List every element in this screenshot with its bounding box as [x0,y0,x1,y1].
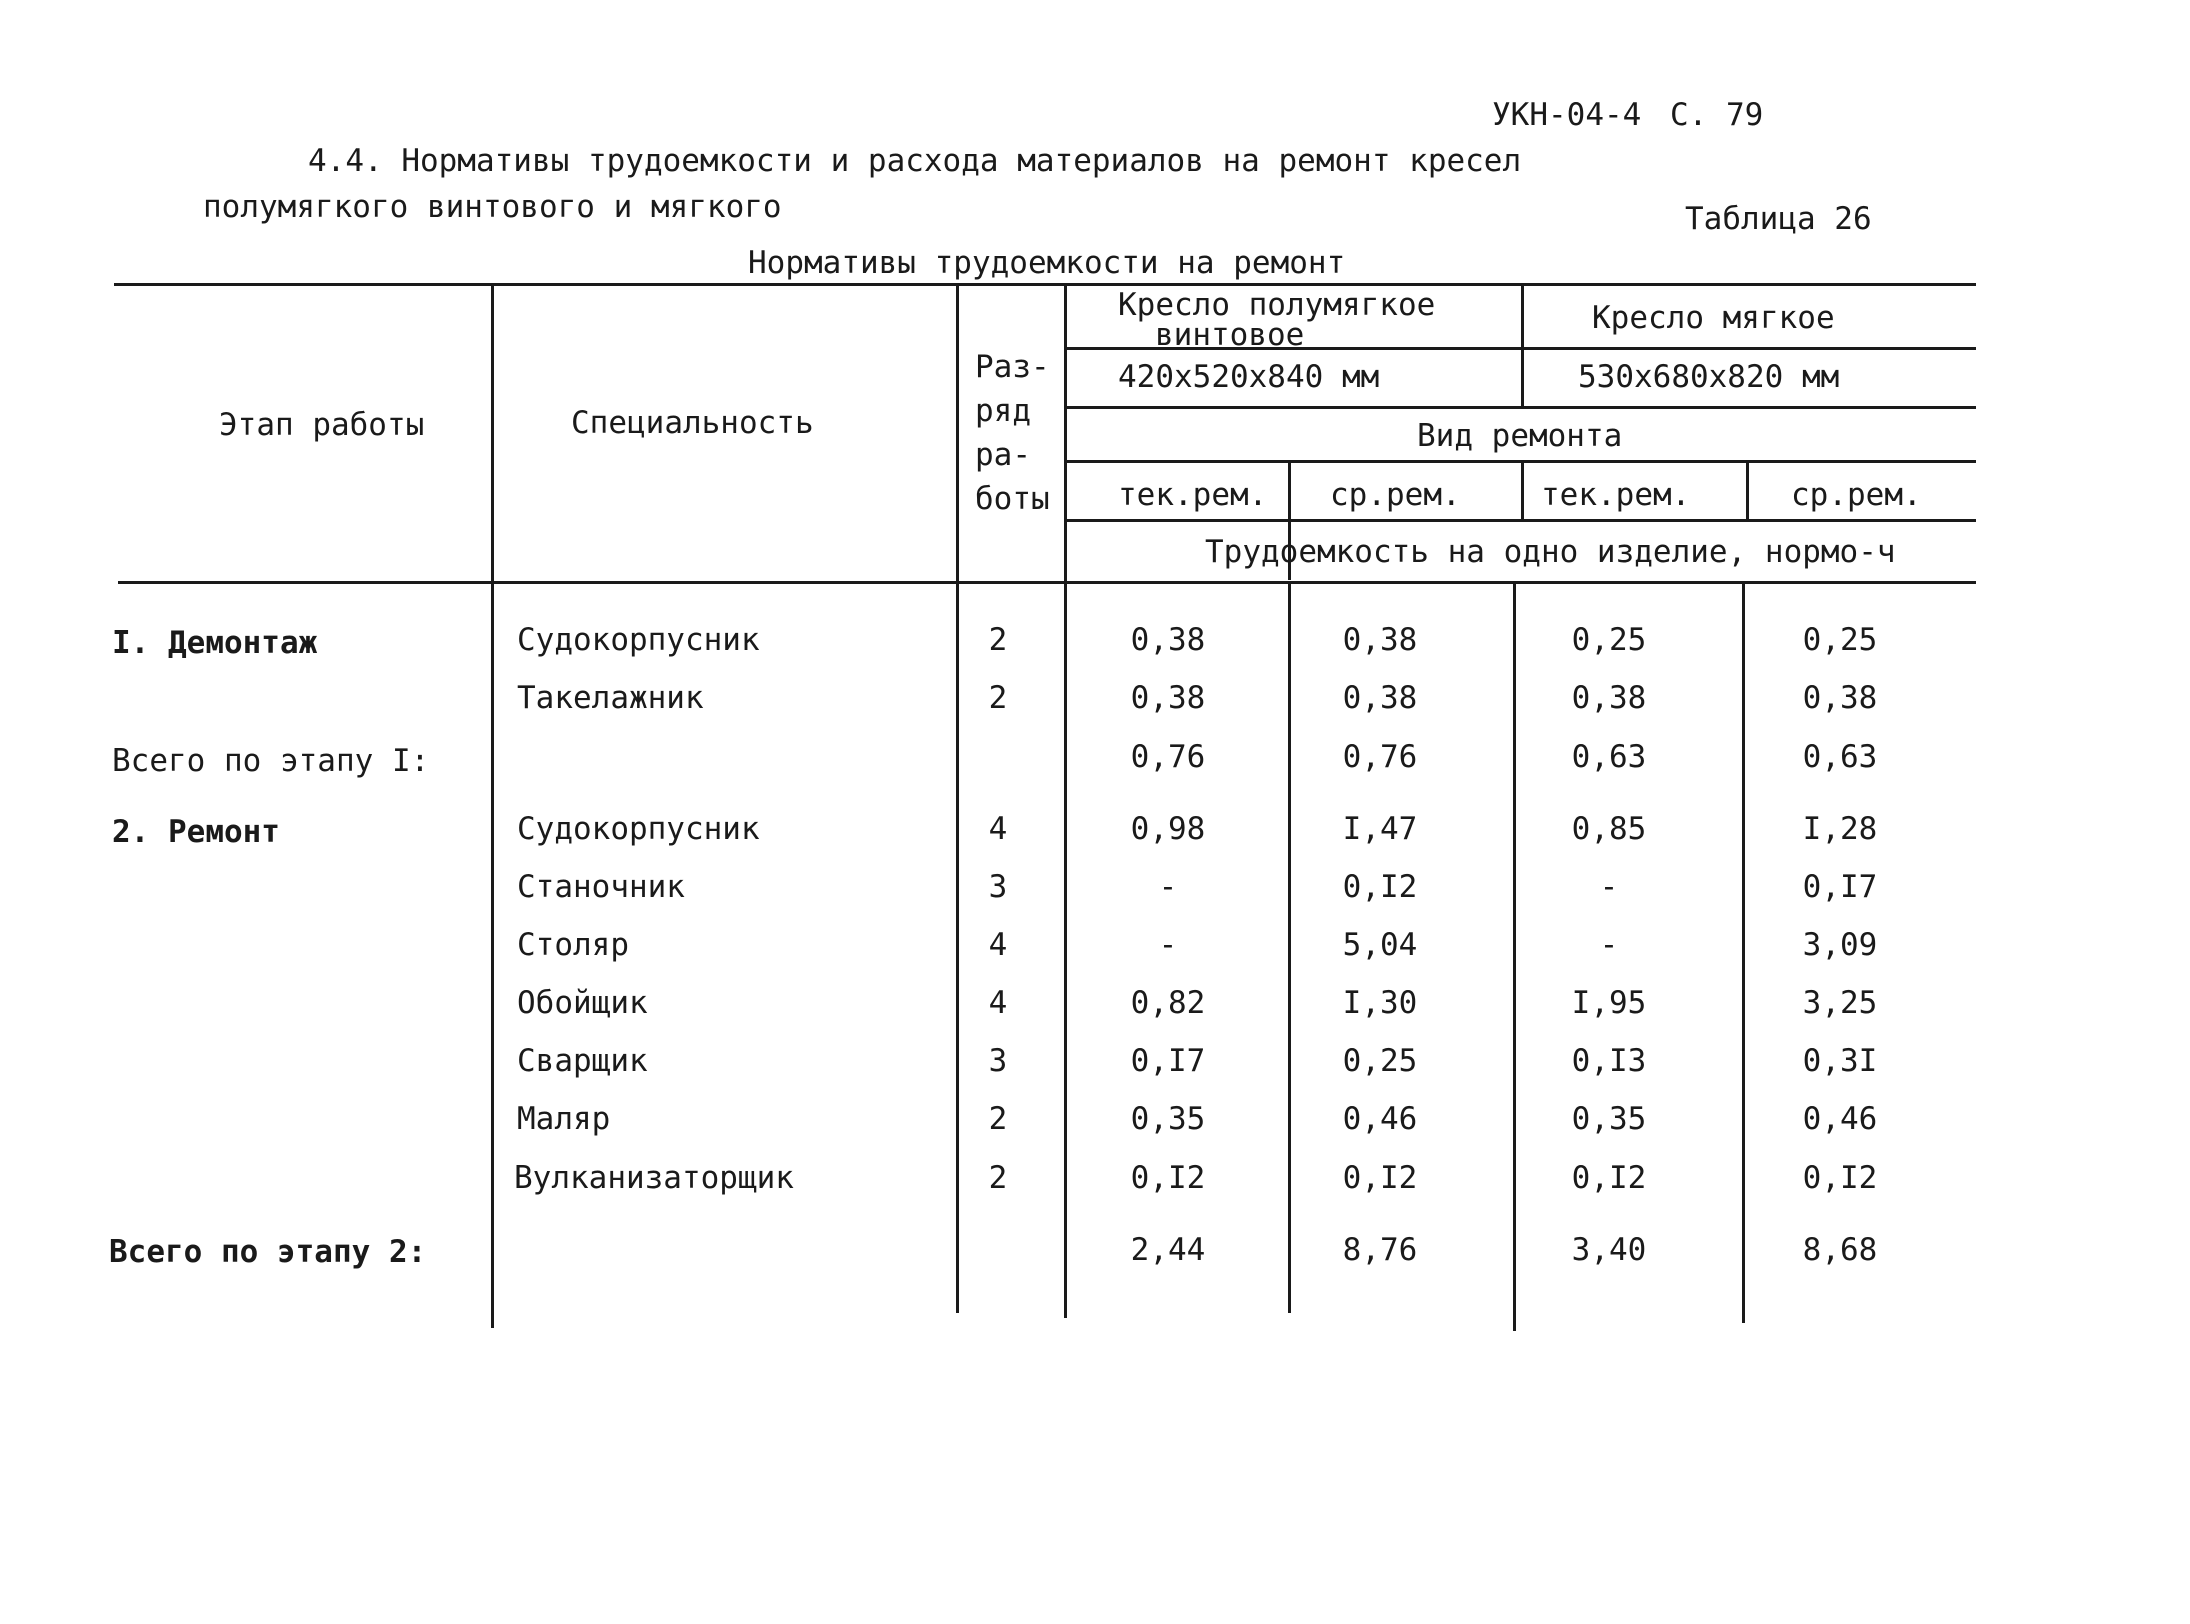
row7-v3: I,95 [1571,985,1647,1021]
row7-v1: 0,82 [1130,985,1206,1021]
header-chair2-sr: ср.рем. [1791,477,1922,513]
row10-v2: 0,I2 [1342,1160,1418,1196]
section-title-line2: полумягкого винтового и мягкого [203,189,782,225]
table-top-rule [114,283,1976,286]
row8-v2: 0,25 [1342,1043,1418,1079]
row8-v1: 0,I7 [1130,1043,1206,1079]
header-stage: Этап работы [219,407,425,443]
document-code: УКН-04-4 [1492,97,1642,133]
row5-v1: - [1158,869,1178,905]
row10-v3: 0,I2 [1571,1160,1647,1196]
divider-chair1-chair2-body [1513,581,1516,1331]
row8-grade: 3 [988,1043,1008,1079]
row6-v4: 3,09 [1802,927,1878,963]
divider-stage-specialty [491,283,494,1328]
header-chair2-size: 530x680x820 мм [1578,359,1840,395]
row1-v2: 0,38 [1342,622,1418,658]
row5-specialty: Станочник [517,869,685,905]
row3-v1: 0,76 [1130,739,1206,775]
header-grade-line4: боты [975,481,1050,517]
row2-v4: 0,38 [1802,680,1878,716]
row10-v1: 0,I2 [1130,1160,1206,1196]
row3-v4: 0,63 [1802,739,1878,775]
row8-specialty: Сварщик [517,1043,648,1079]
divider-chair2-columns-body [1742,581,1745,1323]
row5-v3: - [1599,869,1619,905]
section-title-line1: 4.4. Нормативы трудоемкости и расхода материалов на ремонт кресел [308,143,1522,179]
row6-v2: 5,04 [1342,927,1418,963]
header-chair2-tek: тек.рем. [1541,477,1691,513]
row4-stage: 2. Ремонт [112,814,280,850]
row10-grade: 2 [988,1160,1008,1196]
row5-v2: 0,I2 [1342,869,1418,905]
table-label: Таблица 26 [1685,201,1872,237]
row4-v3: 0,85 [1571,811,1647,847]
row4-v4: I,28 [1802,811,1878,847]
row1-specialty: Судокорпусник [517,622,760,658]
row6-v3: - [1599,927,1619,963]
row2-specialty: Такелажник [517,680,704,716]
divider-chair1-columns-body [1288,581,1291,1313]
header-specialty: Специальность [571,405,814,441]
row3-v3: 0,63 [1571,739,1647,775]
row9-v3: 0,35 [1571,1101,1647,1137]
header-chair1-name-line2: винтовое [1155,317,1305,353]
row9-v1: 0,35 [1130,1101,1206,1137]
divider-chair1-chair2-kinds [1521,460,1524,520]
divider-grade-values [1064,283,1067,1318]
row2-v2: 0,38 [1342,680,1418,716]
divider-chair1-chair2 [1521,283,1524,407]
header-chair1-tek: тек.рем. [1118,477,1268,513]
header-grade-line3: ра- [975,437,1031,473]
header-chair1-name-line1: Кресло полумягкое [1118,287,1436,323]
row7-specialty: Обойщик [517,985,648,1021]
row10-specialty: Вулканизаторщик [514,1160,794,1196]
header-chair1-sr: ср.рем. [1330,477,1461,513]
header-grade-line2: ряд [975,393,1031,429]
table-caption: Нормативы трудоемкости на ремонт [748,245,1346,281]
page-number: С. 79 [1670,97,1764,133]
row1-stage: I. Демонтаж [112,625,318,661]
header-chair1-size: 420x520x840 мм [1118,359,1380,395]
row11-v1: 2,44 [1130,1232,1206,1268]
row1-v1: 0,38 [1130,622,1206,658]
header-labor-unit: Трудоемкость на одно изделие, нормо-ч [1205,534,1896,570]
row5-v4: 0,I7 [1802,869,1878,905]
row7-v2: I,30 [1342,985,1418,1021]
row4-v2: I,47 [1342,811,1418,847]
row8-v4: 0,3I [1802,1043,1878,1079]
row2-v3: 0,38 [1571,680,1647,716]
row9-specialty: Маляр [517,1101,611,1137]
row3-v2: 0,76 [1342,739,1418,775]
row6-v1: - [1158,927,1178,963]
row9-v4: 0,46 [1802,1101,1878,1137]
header-grade-line1: Раз- [975,349,1050,385]
row10-v4: 0,I2 [1802,1160,1878,1196]
row11-v3: 3,40 [1571,1232,1647,1268]
row3-stage-subtotal: Всего по этапу I: [112,743,430,779]
row11-stage-subtotal: Всего по этапу 2: [109,1234,427,1270]
divider-specialty-grade [956,283,959,1313]
row9-grade: 2 [988,1101,1008,1137]
row2-v1: 0,38 [1130,680,1206,716]
row6-grade: 4 [988,927,1008,963]
row2-grade: 2 [988,680,1008,716]
row1-grade: 2 [988,622,1008,658]
header-chair2-name: Кресло мягкое [1592,300,1835,336]
row9-v2: 0,46 [1342,1101,1418,1137]
row4-v1: 0,98 [1130,811,1206,847]
header-repair-type: Вид ремонта [1417,418,1623,454]
row8-v3: 0,I3 [1571,1043,1647,1079]
row5-grade: 3 [988,869,1008,905]
row7-v4: 3,25 [1802,985,1878,1021]
row1-v4: 0,25 [1802,622,1878,658]
row7-grade: 4 [988,985,1008,1021]
header-bottom-rule [118,581,1976,584]
row4-grade: 4 [988,811,1008,847]
row6-specialty: Столяр [517,927,629,963]
row4-specialty: Судокорпусник [517,811,760,847]
row1-v3: 0,25 [1571,622,1647,658]
row11-v2: 8,76 [1342,1232,1418,1268]
divider-chair2-columns [1746,460,1749,520]
row11-v4: 8,68 [1802,1232,1878,1268]
